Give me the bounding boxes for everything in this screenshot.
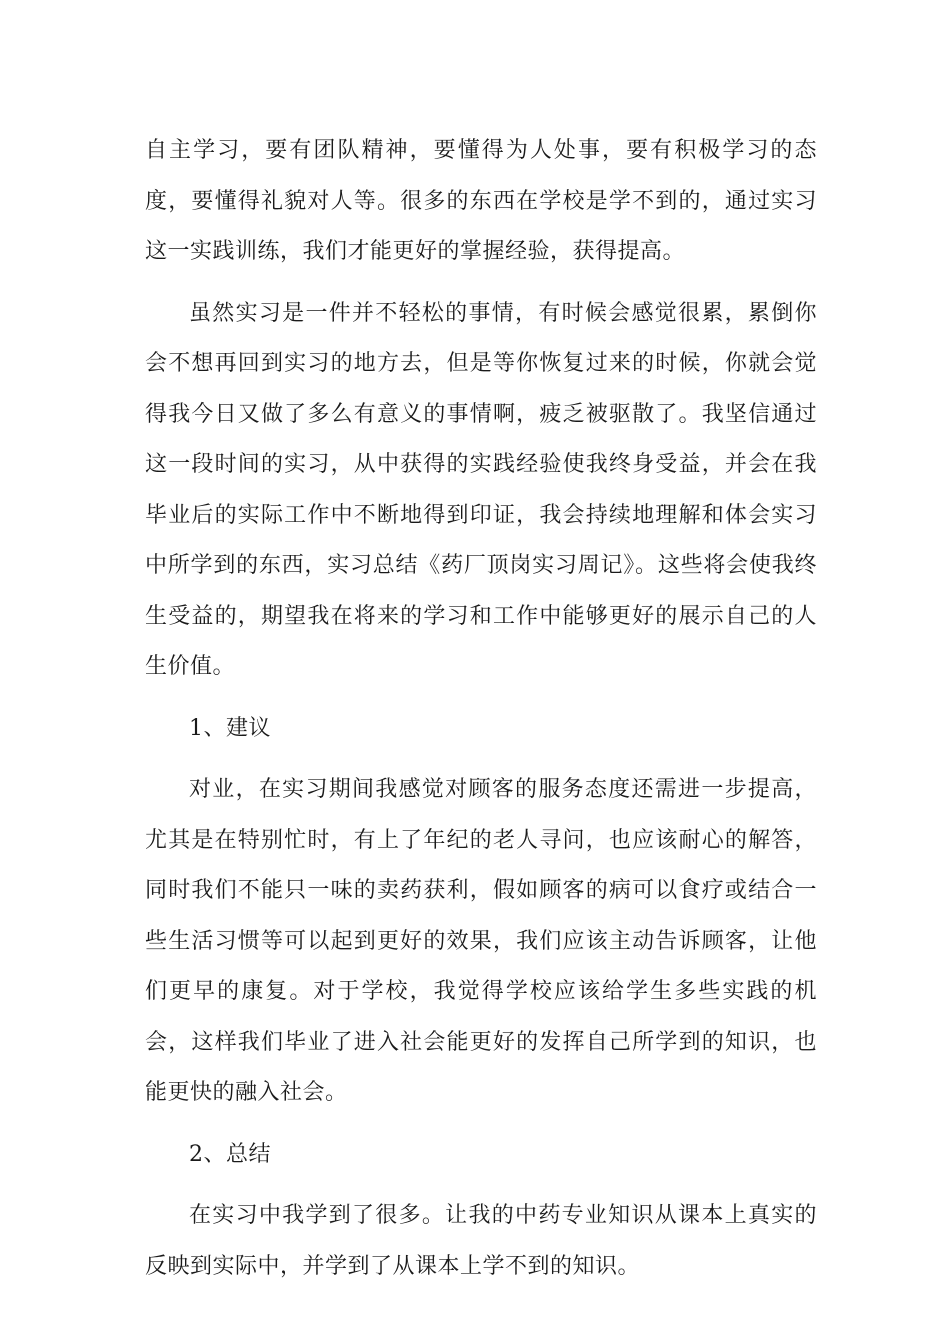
document-body (145, 126, 817, 1303)
paragraph-summary: 在实习中我学到了很多。让我的中药专业知识从课本上真实的反映到实际中，并学到了从课本上学不到的知识。 (145, 1203, 817, 1279)
section-heading-summary: 2、总结 (189, 1141, 271, 1167)
paragraph-reflection: 虽然实习是一件并不轻松的事情，有时候会感觉很累，累倒你会不想再回到实习的地方去，但是等你恢复过来的时候，你就会觉得我今日又做了多么有意义的事情啊，疲乏被驱散了。我坚信通过这一段时间的实习，从中获得的实践经验使我终身受益，并会在我毕业后的实际工作中不断地得到印证，我会持续地理解和体会实习中所学到的东西，实习总结《药厂顶岗实习周记》。这些将会使我终生受益的，期望我在将来的学习和工作中能够更好的展示自己的人生价值。 (145, 300, 817, 679)
paragraph-suggestions: 对业，在实习期间我感觉对顾客的服务态度还需进一步提高，尤其是在特别忙时，有上了年纪的老人寻问，也应该耐心的解答，同时我们不能只一味的卖药获利，假如顾客的病可以食疗或结合一些生活习惯等可以起到更好的效果，我们应该主动告诉顾客，让他们更早的康复。对于学校，我觉得学校应该给学生多些实践的机会，这样我们毕业了进入社会能更好的发挥自己所学到的知识，也能更快的融入社会。 (145, 777, 817, 1105)
section-heading-suggestions: 1、建议 (189, 715, 271, 741)
paragraph-continuation: 自主学习，要有团队精神，要懂得为人处事，要有积极学习的态度，要懂得礼貌对人等。很多的东西在学校是学不到的，通过实习这一实践训练，我们才能更好的掌握经验，获得提高。 (145, 138, 817, 264)
